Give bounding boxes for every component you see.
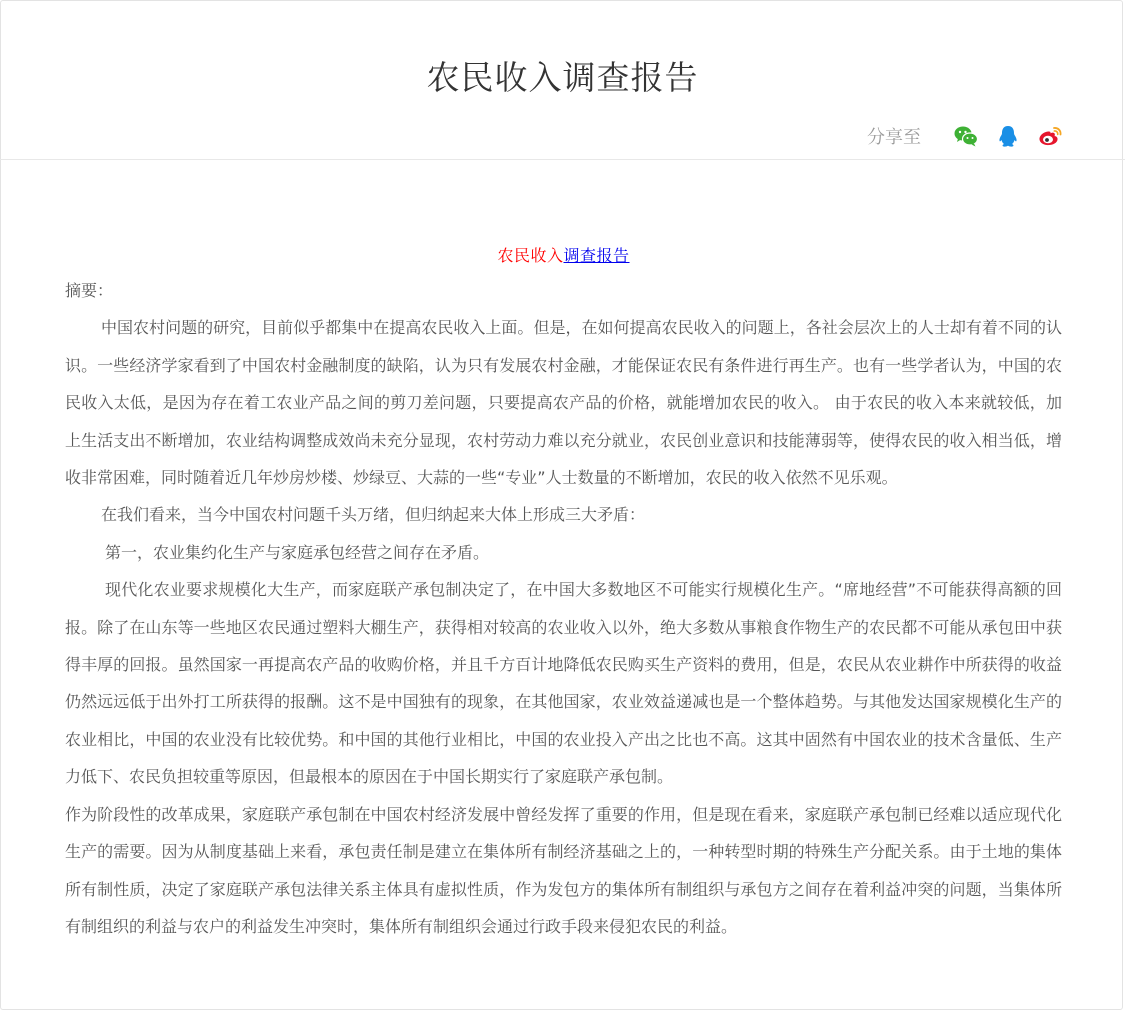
abstract-label: 摘要： [65, 281, 114, 300]
paragraph: 现代化农业要求规模化大生产，而家庭联产承包制决定了，在中国大多数地区不可能实行规模化生产。“席地经营”不可能获得高额的回报。除了在山东等一些地区农民通过塑料大棚生产，获得相对较高的农业收入以外，绝大多数从事粮食作物生产的农民都不可能从承包田中获得丰厚的回报。虽然国家一再提高农产品的收购价格，并且千方百计地降低农民购买生产资料的费用，但是，农民从农业耕作中所获得的收益仍然远远低于出外打工所获得的报酬。这不是中国独有的现象，在其他国家，农业效益递减也是一个整体趋势。与其他发达国家规模化生产的农业相比，中国的农业没有比较优势。和中国的其他行业相比，中国的农业投入产出之比也不高。这其中固然有中国农业的技术含量低、生产力低下、农民负担较重等原因，但最根本的原因在于中国长期实行了家庭联产承包制。 [65, 580, 1062, 787]
paragraph: 中国农村问题的研究，目前似乎都集中在提高农民收入上面。但是，在如何提高农民收入的问题上，各社会层次上的人士却有着不同的认识。一些经济学家看到了中国农村金融制度的缺陷，认为只有发展农村金融，才能保证农民有条件进行再生产。也有一些学者认为，中国的农民收入太低，是因为存在着工农业产品之间的剪刀差问题，只要提高农产品的价格，就能增加农民的收入。 由于农民的收入本来就较低，加上生活支出不断增加，农业结构调整成效尚未充分显现，农村劳动力难以充分就业，农民创业意识和技能薄弱等，使得农民的收入相当低，增收非常困难，同时随着近几年炒房炒楼、炒绿豆、大蒜的一些“专业”人士数量的不断增加，农民的收入依然不见乐观。 [65, 318, 1062, 488]
share-bar [867, 121, 1063, 151]
paragraph: 作为阶段性的改革成果，家庭联产承包制在中国农村经济发展中曾经发挥了重要的作用，但是现在看来，家庭联产承包制已经难以适应现代化生产的需要。因为从制度基础上来看，承包责任制是建立在集体所有制经济基础之上的，一种转型时期的特殊生产分配关系。由于土地的集体所有制性质，决定了家庭联产承包法律关系主体具有虚拟性质，作为发包方的集体所有制组织与承包方之间存在着利益冲突的问题，当集体所有制组织的利益与农户的利益发生冲突时，集体所有制组织会通过行政手段来侵犯农民的利益。 [65, 804, 1062, 936]
share-label: 分享至 [867, 127, 921, 148]
paragraph: 在我们看来，当今中国农村问题千头万绪，但归纳起来大体上形成三大矛盾： [101, 505, 646, 525]
article-body [65, 240, 1062, 945]
paragraph: 第一，农业集约化生产与家庭承包经营之间存在矛盾。 [105, 542, 490, 562]
article-title-link[interactable]: 调查报告 [563, 246, 630, 265]
wechat-icon[interactable] [953, 123, 979, 149]
page-title: 农民收入调查报告 [426, 58, 699, 97]
article-title [65, 240, 1062, 272]
page-header [0, 0, 1125, 160]
weibo-icon[interactable] [1037, 123, 1063, 149]
article-title-text: 农民收入 [497, 246, 564, 265]
qq-icon[interactable] [995, 123, 1021, 149]
